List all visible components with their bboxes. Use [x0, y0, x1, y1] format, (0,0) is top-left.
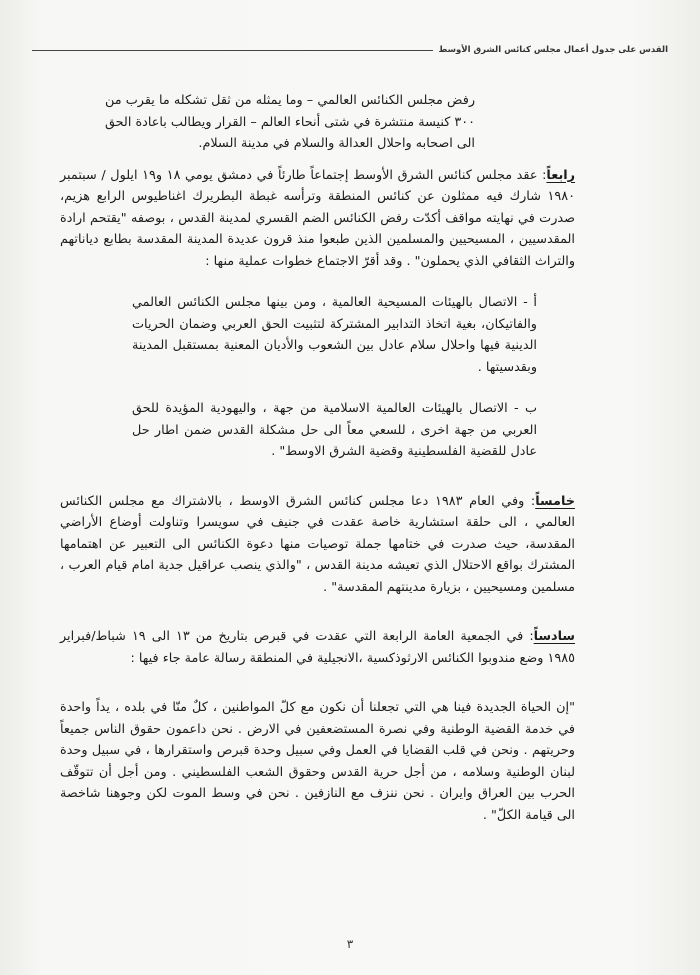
running-header [32, 38, 668, 62]
intro-paragraph: رفض مجلس الكنائس العالمي – وما يمثله من ثقل تشكله ما يقرب من ٣٠٠ كنيسة منتشرة في شتى أنحاء العالم – القرار ويطالب باعادة الحق الى اصحابه واحلال العدالة والسلام في مدينة السلام. [104, 93, 475, 151]
section-six-paragraph [60, 626, 575, 669]
section-four-item-b: ب - الاتصال بالهيئات العالمية الاسلامية من جهة ، واليهودية المؤيدة للحق العربي من جهة اخرى ، للسعي معاً الى حل مشكلة القدس ضمن اطار حل عادل للقضية الفلسطينية وقضية الشرق الاوسط" . [132, 401, 537, 459]
section-four-paragraph [60, 165, 575, 273]
section-four-text: : عقد مجلس كنائس الشرق الأوسط إجتماعاً طارئاً في دمشق يومي ١٨ و١٩ ايلول / سبتمبر ١٩٨٠ شارك فيه ممثلون عن كنائس المنطقة وترأسه غبطة البطريرك اغناطيوس الرابع هزيم، صدرت في نهايته مواقف أكدّت رفض الكنائس الضم القسري لمدينة القدس ، بوصفه "يقتحم ارادة المقدسيين ، المسيحيين والمسلمين الذين طبعوا منذ قرون عديدة المدينة المقدسة بطابع دياناتهم والتراث الثقافي الذي يحملون" . وقد أقرّ الاجتماع خطوات عملية منها : [60, 167, 575, 269]
quoted-message: "إن الحياة الجديدة فينا هي التي تجعلنا أن نكون مع كلّ المواطنين ، كلٌ منّا في بلده ، يداً واحدة في خدمة القضية الوطنية وفي نصرة المستضعفين في الارض . نحن داعمون حقوق الناس جميعاً وحريتهم . ونحن في قلب القضايا في العمل وفي سبيل وحدة قبرص واستقرارها ، في سبيل وحدة لبنان الوطنية وسلامه ، من أجل حرية القدس وحقوق الشعب الفلسطيني . ومن أجل أن تتوقّف الحرب بين العراق وايران . نحن ننزف مع النازفين . نحن في وسط الموت لكن وجوهنا شاخصة الى قيامة الكلّ" . [60, 700, 575, 823]
section-six-text: : في الجمعية العامة الرابعة التي عقدت في قبرص بتاريخ من ١٣ الى ١٩ شباط/فبراير ١٩٨٥ وضع مندوبوا الكنائس الارثوذكسية ،الانجيلية في المنطقة رسالة عامة جاء فيها : [60, 629, 575, 666]
running-title: القدس على جدول أعمال مجلس كنائس الشرق الأوسط [438, 45, 668, 55]
section-four-heading: رابعاً [546, 167, 576, 183]
section-five-text: : وفي العام ١٩٨٣ دعا مجلس كنائس الشرق الاوسط ، بالاشتراك مع مجلس الكنائس العالمي ، الى حلقة استشارية خاصة عقدت في جنيف في سويسرا وتناولت أوضاع الأراضي المقدسة، حيث صدرت في ختامها جملة توصيات منها دعوة الكنائس الى التعبير عن اهتمامها المشترك بواقع الاحتلال الذي تعيشه مدينة القدس ، "والذي ينصب عراقيل جدية امام قيام العرب ، مسلمين ومسيحيين ، بزيارة مدينتهم المقدسة" . [60, 493, 575, 595]
section-five-heading: خامساً [535, 493, 575, 509]
header-rule [32, 50, 433, 51]
section-six-heading: سادساً [533, 629, 576, 644]
section-five-paragraph [60, 491, 575, 599]
page-number: ٣ [346, 937, 354, 951]
page-body [60, 90, 575, 826]
section-four-item-a: أ - الاتصال بالهيئات المسيحية العالمية ، ومن بينها مجلس الكنائس العالمي والفاتيكان، بغية اتخاذ التدابير المشتركة لتثبيت الحق العربي وضمان الحريات الدينية فيها واحلال سلام عادل بين الشعوب والأديان المعنية بمستقبل المدينة وبقدسيتها . [132, 295, 537, 375]
